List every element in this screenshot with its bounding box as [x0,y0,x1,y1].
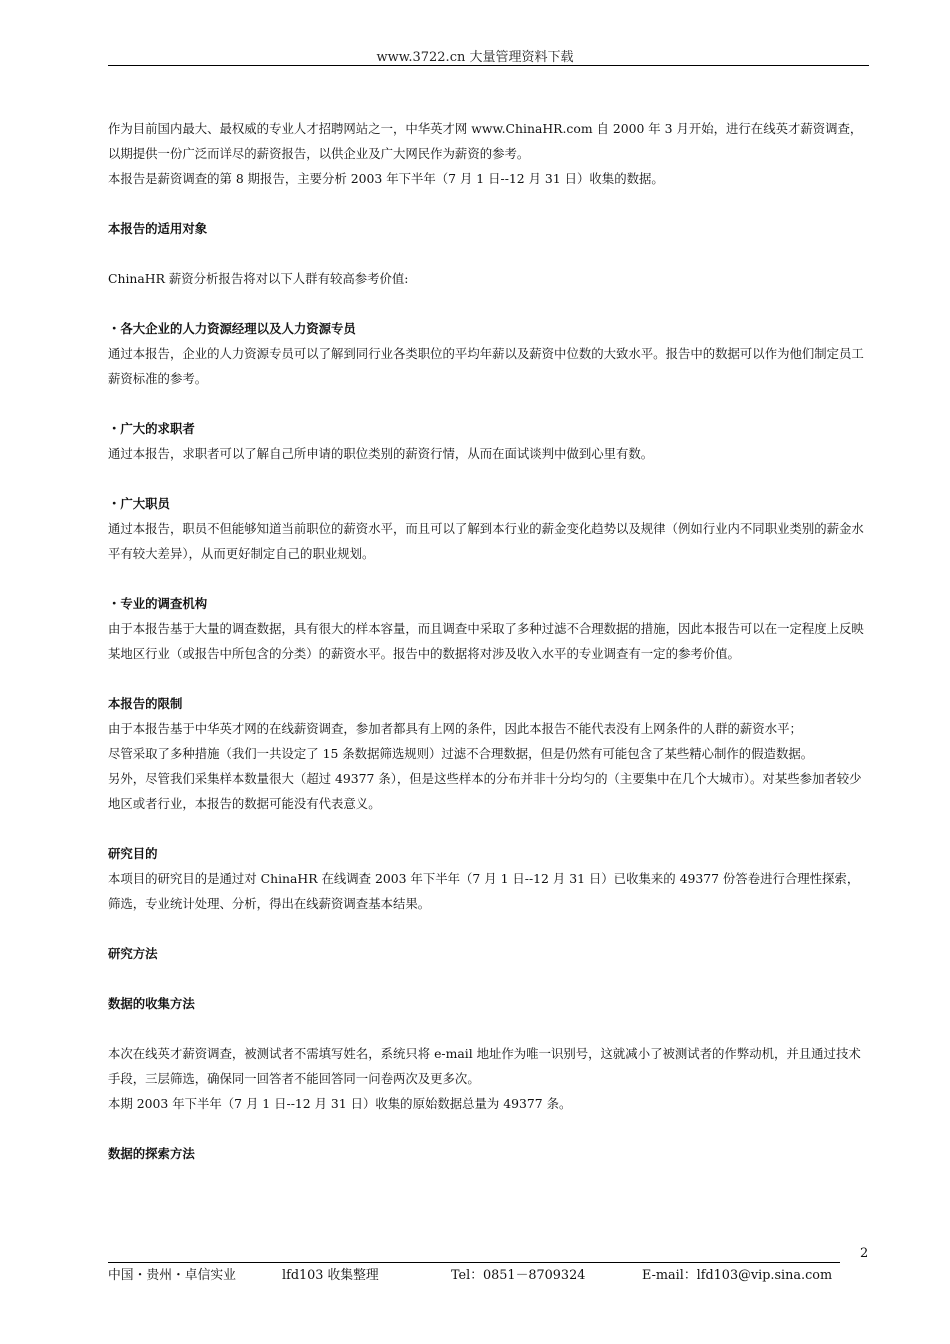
footer-email: E-mail：lfd103@vip.sina.com [642,1268,833,1283]
purpose-heading: 研究目的 [108,846,158,861]
footer-company: 中国・贵州・卓信实业 [108,1268,236,1283]
exploration-heading: 数据的探索方法 [108,1146,195,1161]
collection-heading: 数据的收集方法 [108,996,195,1011]
limits-paragraph: 另外，尽管我们采集样本数量很大（超过 49377 条），但是这些样本的分布并非十分均匀的（主要集中在几个大城市）。对某些参加者较少地区或者行业，本报告的数据可能没有代表意义。 [108,771,862,811]
method-heading: 研究方法 [108,946,158,961]
purpose-paragraph: 本项目的研究目的是通过对 ChinaHR 在线调查 2003 年下半年（7 月 1 日--12 月 31 日）已收集来的 49377 份答卷进行合理性探索，筛选，专业统计处理、分析，得出在线薪资调查基本结果。 [108,871,860,911]
audience-heading: 本报告的适用对象 [108,221,208,236]
footer-compiler: lfd103 收集整理 [282,1268,379,1283]
audience-group-title: ・广大的求职者 [108,421,195,436]
audience-group-title: ・各大企业的人力资源经理以及人力资源专员 [108,321,356,336]
page-header: www.3722.cn 大量管理资料下载 [376,50,574,65]
limits-paragraph: 由于本报告基于中华英才网的在线薪资调查，参加者都具有上网的条件，因此本报告不能代表没有上网条件的人群的薪资水平； [108,721,802,736]
footer-tel: Tel：0851－8709324 [451,1268,586,1283]
footer-rule [108,1262,840,1263]
audience-group-title: ・广大职员 [108,496,170,511]
limits-heading: 本报告的限制 [108,696,183,711]
audience-group-title: ・专业的调查机构 [108,596,208,611]
audience-lead: ChinaHR 薪资分析报告将对以下人群有较高参考价值: [108,271,409,286]
limits-paragraph: 尽管采取了多种措施（我们一共设定了 15 条数据筛选规则）过滤不合理数据，但是仍然有可能包含了某些精心制作的假造数据。 [108,746,814,761]
audience-group-text: 通过本报告，企业的人力资源专员可以了解到同行业各类职位的平均年薪以及薪资中位数的大致水平。报告中的数据可以作为他们制定员工薪资标准的参考。 [108,346,864,386]
audience-group-text: 由于本报告基于大量的调查数据，具有很大的样本容量，而且调查中采取了多种过滤不合理数据的措施，因此本报告可以在一定程度上反映某地区行业（或报告中所包含的分类）的薪资水平。报告中的数据将对涉及收入水平的专业调查有一定的参考价值。 [108,621,864,661]
document-body [108,116,869,1166]
collection-paragraph: 本次在线英才薪资调查，被测试者不需填写姓名，系统只将 e-mail 地址作为唯一识别号，这就减小了被测试者的作弊动机，并且通过技术手段，三层筛选，确保同一回答者不能回答同一问卷两次及更多次。 [108,1046,861,1086]
audience-group-text: 通过本报告，职员不但能够知道当前职位的薪资水平，而且可以了解到本行业的薪金变化趋势以及规律（例如行业内不同职业类别的薪金水平有较大差异），从而更好制定自己的职业规划。 [108,521,864,561]
header-rule [108,65,869,66]
page-number: 2 [860,1246,869,1261]
intro-paragraph: 本报告是薪资调查的第 8 期报告，主要分析 2003 年下半年（7 月 1 日--12 月 31 日）收集的数据。 [108,171,664,186]
collection-paragraph: 本期 2003 年下半年（7 月 1 日--12 月 31 日）收集的原始数据总量为 49377 条。 [108,1096,572,1111]
audience-group-text: 通过本报告，求职者可以了解自己所申请的职位类别的薪资行情，从而在面试谈判中做到心里有数。 [108,446,654,461]
intro-paragraph: 作为目前国内最大、最权威的专业人才招聘网站之一，中华英才网 www.ChinaHR.com 自 2000 年 3 月开始，进行在线英才薪资调查，以期提供一份广泛而详尽的薪资报告，以供企业及广大网民作为薪资的参考。 [108,121,863,161]
